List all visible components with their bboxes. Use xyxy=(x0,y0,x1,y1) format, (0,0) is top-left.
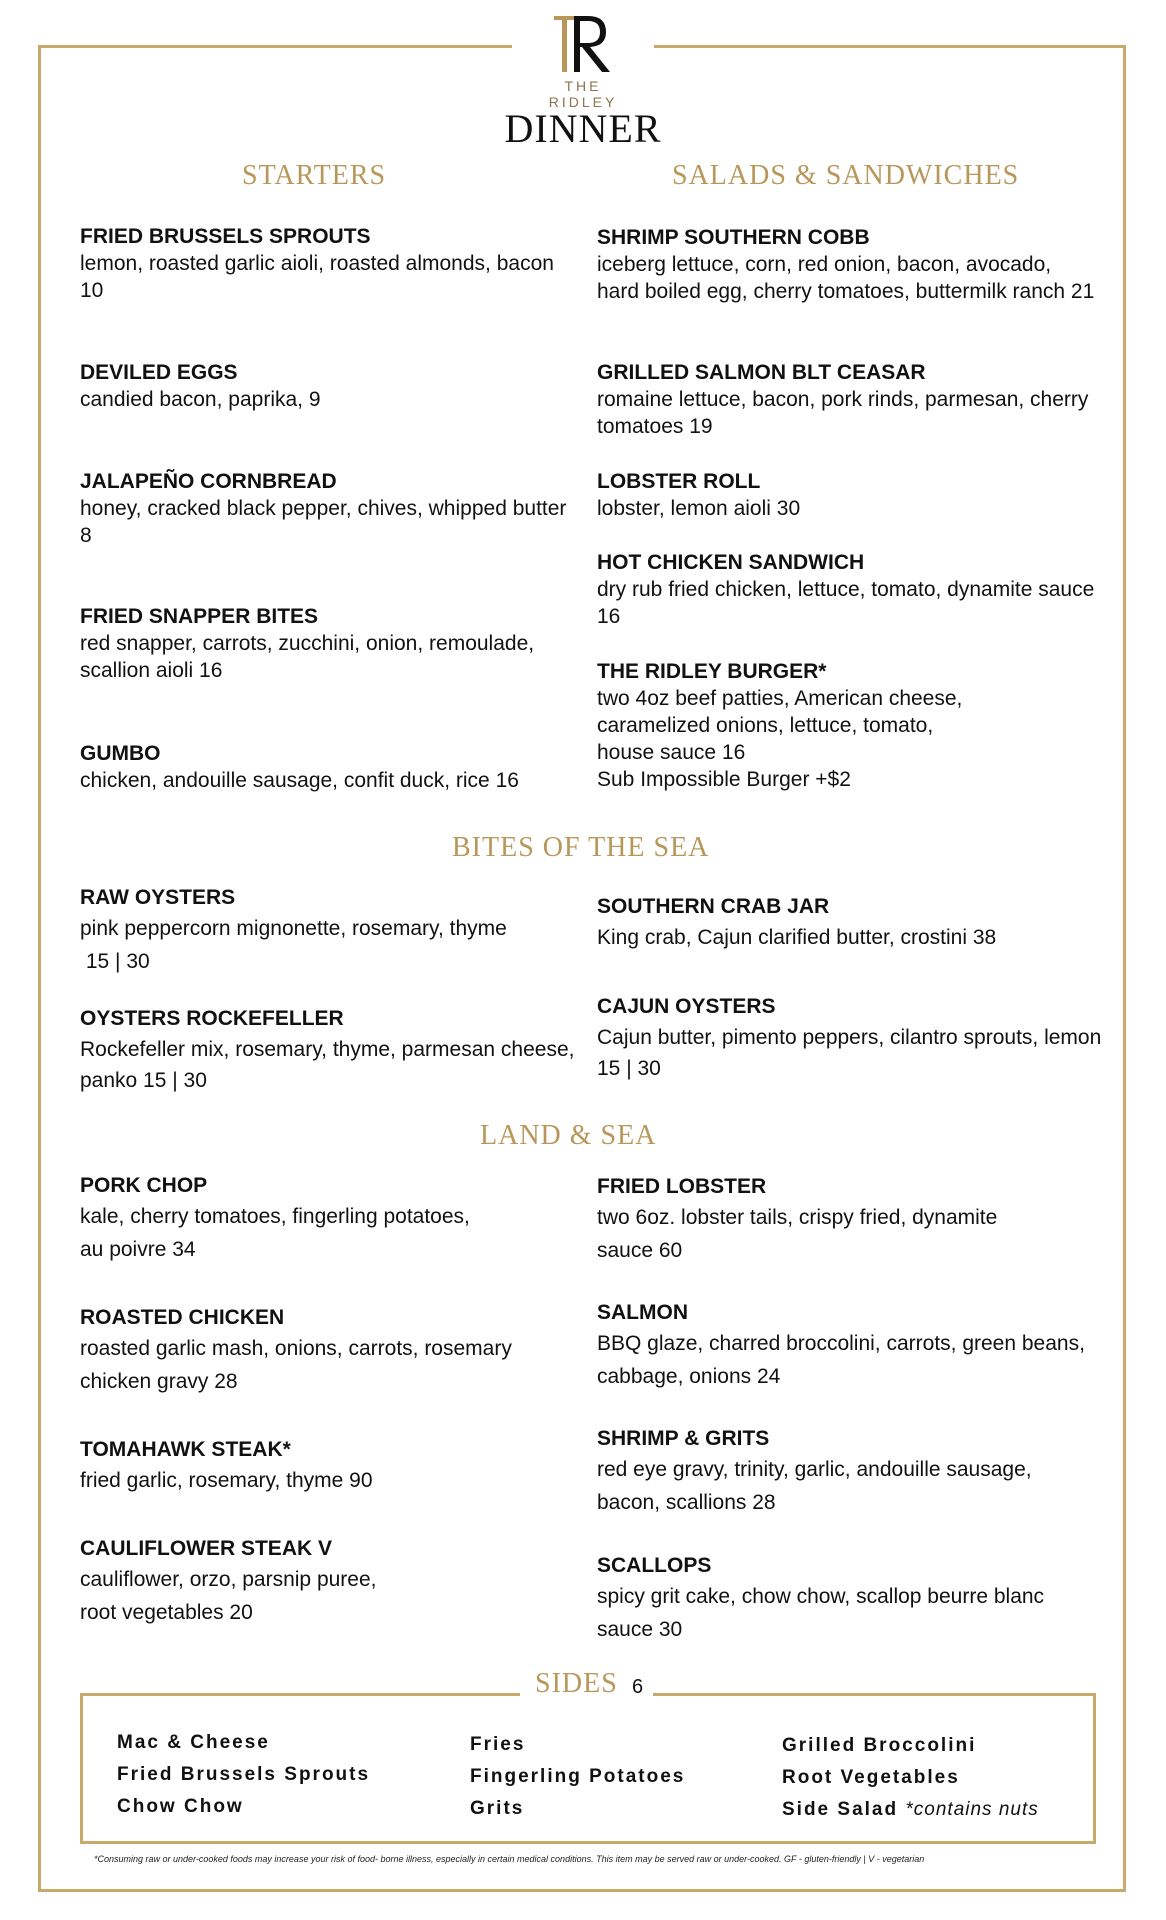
menu-item xyxy=(80,359,580,413)
item-name: THE RIDLEY BURGER* xyxy=(597,660,827,683)
side-item: Fried Brussels Sprouts xyxy=(117,1764,371,1785)
side-item-note: *contains nuts xyxy=(905,1799,1039,1820)
land-sea-heading: LAND & SEA xyxy=(480,1120,657,1151)
menu-item xyxy=(597,993,1107,1084)
menu-item xyxy=(597,1173,1117,1266)
menu-item xyxy=(597,549,1097,630)
item-desc-line: two 4oz beef patties, American cheese, xyxy=(597,687,963,710)
item-desc-line: caramelized onions, lettuce, tomato, xyxy=(597,714,934,737)
bites-heading: BITES OF THE SEA xyxy=(452,832,710,863)
item-name: FRIED BRUSSELS SPROUTS xyxy=(80,225,371,248)
item-desc-line: roasted garlic mash, onions, carrots, rosemary xyxy=(80,1337,512,1360)
item-desc-line: au poivre 34 xyxy=(80,1238,196,1261)
side-item: Fries xyxy=(470,1734,526,1755)
item-desc: honey, cracked black pepper, chives, whipped butter 8 xyxy=(80,497,567,547)
item-desc: lobster, lemon aioli 30 xyxy=(597,497,801,520)
menu-item xyxy=(597,468,1097,522)
item-desc-line: pink peppercorn mignonette, rosemary, thyme xyxy=(80,917,507,940)
ridley-logo xyxy=(527,12,639,110)
menu-item xyxy=(80,603,590,684)
menu-item xyxy=(597,1299,1117,1392)
side-item: Chow Chow xyxy=(117,1796,244,1817)
starters-heading: STARTERS xyxy=(242,160,387,191)
menu-item xyxy=(80,468,580,549)
menu-item xyxy=(80,1304,590,1397)
item-desc: romaine lettuce, bacon, pork rinds, parmesan, cherry tomatoes 19 xyxy=(597,388,1089,438)
item-name: ROASTED CHICKEN xyxy=(80,1306,285,1329)
item-desc: fried garlic, rosemary, thyme 90 xyxy=(80,1469,373,1492)
side-item xyxy=(782,1794,1039,1826)
item-desc-line: bacon, scallions 28 xyxy=(597,1491,776,1514)
item-desc: candied bacon, paprika, 9 xyxy=(80,388,321,411)
sides-price: 6 xyxy=(632,1676,644,1698)
item-desc-line: chicken gravy 28 xyxy=(80,1370,238,1393)
menu-item xyxy=(597,359,1097,440)
item-desc: Cajun butter, pimento peppers, cilantro sprouts, lemon 15 | 30 xyxy=(597,1026,1102,1080)
item-desc-line: sauce 60 xyxy=(597,1239,683,1262)
item-desc-line: spicy grit cake, chow chow, scallop beurre blanc xyxy=(597,1585,1045,1608)
item-desc-line: BBQ glaze, charred broccolini, carrots, green beans, xyxy=(597,1332,1085,1355)
item-desc-line: red eye gravy, trinity, garlic, andouille sausage, xyxy=(597,1458,1032,1481)
item-name: SHRIMP SOUTHERN COBB xyxy=(597,226,870,249)
item-desc: Rockefeller mix, rosemary, thyme, parmesan cheese, panko 15 | 30 xyxy=(80,1038,575,1092)
item-name: CAULIFLOWER STEAK V xyxy=(80,1537,332,1560)
item-name: DEVILED EGGS xyxy=(80,361,238,384)
item-desc: red snapper, carrots, zucchini, onion, remoulade, scallion aioli 16 xyxy=(80,632,535,682)
item-desc: iceberg lettuce, corn, red onion, bacon, avocado, hard boiled egg, cherry tomatoes, buttermilk ranch 21 xyxy=(597,253,1095,303)
menu-item xyxy=(80,740,600,794)
allergy-footnote: *Consuming raw or under-cooked foods may increase your risk of food- borne illness, especially in certain medical conditions. This item may be served raw or under-cooked. GF - gluten-friendly | V - vegetarian xyxy=(94,1854,925,1864)
item-desc: lemon, roasted garlic aioli, roasted almonds, bacon 10 xyxy=(80,252,554,302)
item-desc-line: Sub Impossible Burger +$2 xyxy=(597,768,851,791)
menu-item xyxy=(80,1535,590,1628)
side-item: Grits xyxy=(470,1798,525,1819)
item-name: GUMBO xyxy=(80,742,161,765)
item-name: RAW OYSTERS xyxy=(80,886,236,909)
item-desc-line: kale, cherry tomatoes, fingerling potatoes, xyxy=(80,1205,470,1228)
item-name: SHRIMP & GRITS xyxy=(597,1427,770,1450)
menu-item xyxy=(80,223,580,304)
menu-item xyxy=(597,224,1097,305)
menu-item xyxy=(597,893,1107,953)
item-name: HOT CHICKEN SANDWICH xyxy=(597,551,865,574)
menu-item xyxy=(597,1552,1117,1645)
item-desc: King crab, Cajun clarified butter, crostini 38 xyxy=(597,926,997,949)
item-name: TOMAHAWK STEAK* xyxy=(80,1438,291,1461)
item-name: SCALLOPS xyxy=(597,1554,712,1577)
item-name: GRILLED SALMON BLT CEASAR xyxy=(597,361,926,384)
ridley-monogram-icon xyxy=(548,12,618,76)
side-item: Fingerling Potatoes xyxy=(470,1766,686,1787)
item-desc-line: sauce 30 xyxy=(597,1618,683,1641)
side-item: Root Vegetables xyxy=(782,1767,960,1788)
item-name: JALAPEÑO CORNBREAD xyxy=(80,470,337,493)
item-desc-line: root vegetables 20 xyxy=(80,1601,253,1624)
item-desc-line: two 6oz. lobster tails, crispy fried, dynamite xyxy=(597,1206,998,1229)
side-item: Mac & Cheese xyxy=(117,1732,270,1753)
side-item-name: Side Salad xyxy=(782,1799,899,1820)
item-desc-line: cabbage, onions 24 xyxy=(597,1365,781,1388)
item-name: FRIED LOBSTER xyxy=(597,1175,767,1198)
menu-item xyxy=(80,1172,590,1265)
item-desc-line: 15 | 30 xyxy=(80,950,150,973)
menu-item xyxy=(80,1005,580,1096)
sides-column xyxy=(117,1727,370,1823)
item-desc-line: cauliflower, orzo, parsnip puree, xyxy=(80,1568,377,1591)
sides-heading: SIDES xyxy=(535,1668,618,1699)
page-title: DINNER xyxy=(504,106,662,151)
menu-item xyxy=(597,658,1097,793)
item-name: PORK CHOP xyxy=(80,1174,208,1197)
item-name: SOUTHERN CRAB JAR xyxy=(597,895,830,918)
item-name: LOBSTER ROLL xyxy=(597,470,761,493)
side-item: Grilled Broccolini xyxy=(782,1735,977,1756)
item-desc: dry rub fried chicken, lettuce, tomato, dynamite sauce 16 xyxy=(597,578,1095,628)
item-desc-line: house sauce 16 xyxy=(597,741,746,764)
menu-item xyxy=(80,1436,590,1496)
logo-name: THE RIDLEY xyxy=(548,78,618,110)
menu-item xyxy=(597,1425,1117,1518)
menu-item xyxy=(80,884,600,977)
sides-column xyxy=(470,1729,685,1825)
item-name: OYSTERS ROCKEFELLER xyxy=(80,1007,344,1030)
salads-heading: SALADS & SANDWICHES xyxy=(672,160,1020,191)
item-name: SALMON xyxy=(597,1301,688,1324)
item-name: FRIED SNAPPER BITES xyxy=(80,605,319,628)
sides-column xyxy=(782,1730,1039,1826)
item-name: CAJUN OYSTERS xyxy=(597,995,776,1018)
item-desc: chicken, andouille sausage, confit duck, rice 16 xyxy=(80,769,519,792)
